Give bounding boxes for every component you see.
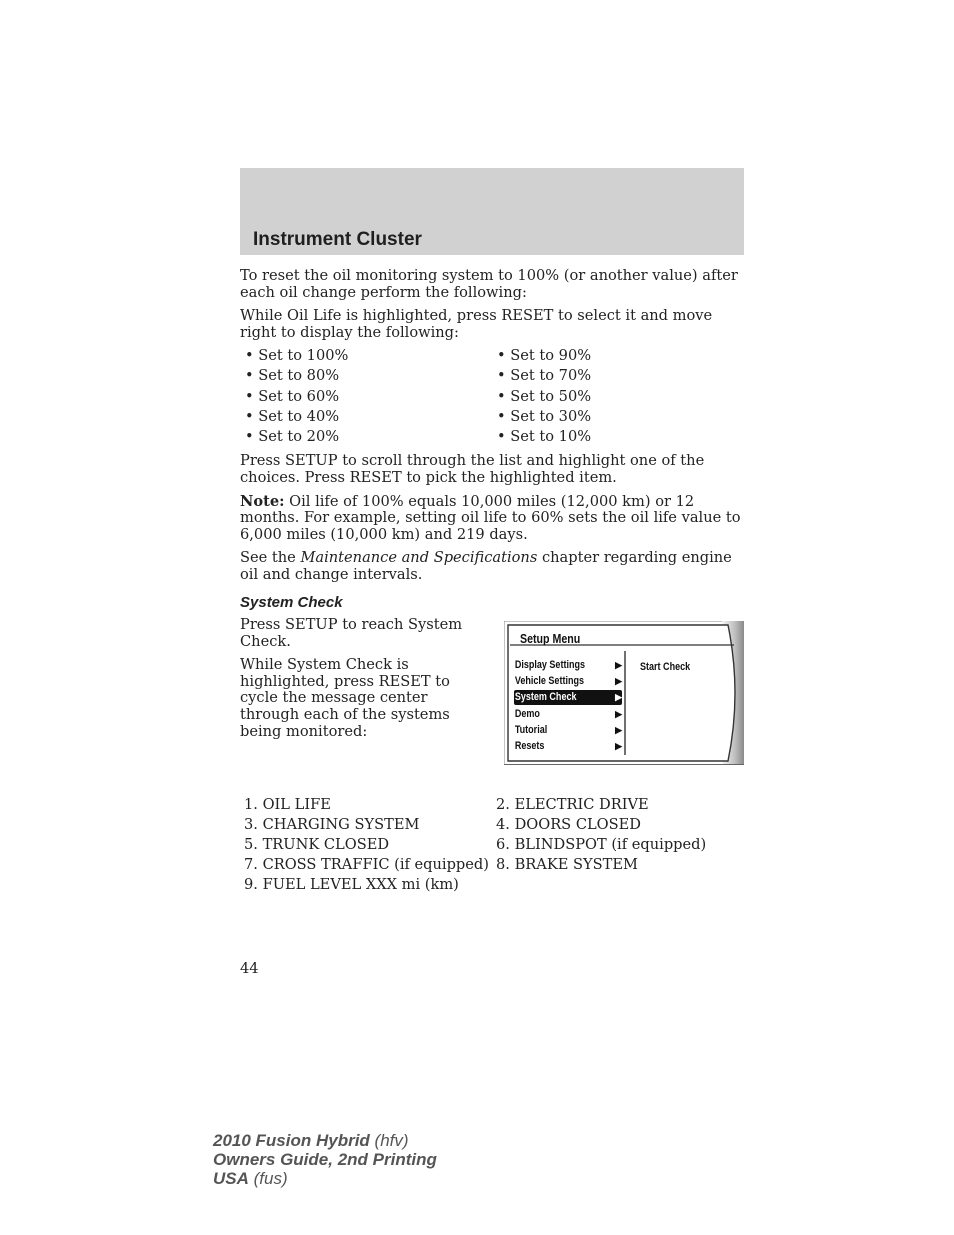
menu-item-tutorial bbox=[514, 723, 622, 738]
list-item: • Set to 100% bbox=[245, 348, 497, 365]
monitored-systems-list bbox=[244, 797, 744, 894]
list-item: • Set to 70% bbox=[497, 368, 749, 385]
chapter-reference: Maintenance and Specifications bbox=[300, 549, 538, 567]
see-suffix: chapter regarding engine oil and change intervals. bbox=[240, 549, 732, 583]
chevron-right-icon: ▶ bbox=[615, 741, 622, 752]
chevron-right-icon: ▶ bbox=[615, 676, 622, 687]
chevron-right-icon: ▶ bbox=[615, 725, 622, 736]
note-text: Oil life of 100% equals 10,000 miles (12,000 km) or 12 months. For example, setting oil life to 60% sets the oil life value to 6,000 miles (10,000 km) and 219 days. bbox=[240, 492, 741, 543]
footer-model-code: (hfv) bbox=[369, 1131, 409, 1150]
list-item: • Set to 20% bbox=[245, 429, 497, 446]
menu-item-label: Vehicle Settings bbox=[514, 675, 585, 688]
system-check-heading: System Check bbox=[240, 593, 343, 611]
menu-item-system-check bbox=[514, 690, 622, 705]
section-title: Instrument Cluster bbox=[253, 229, 422, 250]
see-chapter-paragraph bbox=[240, 550, 744, 583]
footer-line-1 bbox=[213, 1131, 437, 1150]
menu-item-resets bbox=[514, 739, 622, 754]
list-item: 9. FUEL LEVEL XXX mi (km) bbox=[244, 876, 459, 894]
screen-menu-title: Setup Menu bbox=[520, 632, 581, 647]
oil-life-paragraph: While Oil Life is highlighted, press RESET to select it and move right to display the following: bbox=[240, 307, 713, 341]
list-item: 5. TRUNK CLOSED bbox=[244, 836, 390, 854]
list-item: 6. BLINDSPOT (if equipped) bbox=[496, 836, 707, 854]
system-check-p2: While System Check is highlighted, press RESET to cycle the message center through each of the systems being monitored: bbox=[240, 656, 450, 740]
menu-item-label: Demo bbox=[514, 708, 540, 721]
list-item: 8. BRAKE SYSTEM bbox=[496, 856, 638, 874]
list-item: • Set to 60% bbox=[245, 389, 497, 406]
list-item: • Set to 10% bbox=[497, 429, 749, 446]
setup-menu-screen-illustration bbox=[504, 621, 744, 765]
footer-line-3 bbox=[213, 1169, 437, 1188]
system-check-p1: Press SETUP to reach System Check. bbox=[240, 616, 463, 650]
footer-market-code: (fus) bbox=[248, 1169, 288, 1188]
note-paragraph bbox=[240, 494, 744, 544]
menu-item-label: System Check bbox=[514, 691, 577, 704]
footer-line-2 bbox=[213, 1150, 437, 1169]
footer-market: USA bbox=[213, 1169, 249, 1188]
list-item: 2. ELECTRIC DRIVE bbox=[496, 796, 649, 814]
system-check-section bbox=[240, 617, 744, 797]
press-setup-paragraph: Press SETUP to scroll through the list and highlight one of the choices. Press RESET to pick the highlighted item. bbox=[240, 452, 705, 486]
list-item: • Set to 80% bbox=[245, 368, 497, 385]
menu-item-demo bbox=[514, 707, 622, 722]
list-item: • Set to 50% bbox=[497, 389, 749, 406]
page-number: 44 bbox=[240, 960, 259, 977]
list-item: 7. CROSS TRAFFIC (if equipped) bbox=[244, 856, 489, 874]
menu-item-label: Display Settings bbox=[514, 659, 585, 672]
menu-item-label: Resets bbox=[514, 740, 545, 753]
footer-model: 2010 Fusion Hybrid bbox=[213, 1131, 370, 1150]
menu-item-label: Tutorial bbox=[514, 724, 548, 737]
main-content bbox=[240, 268, 744, 894]
start-check-label: Start Check bbox=[640, 661, 691, 674]
list-item: • Set to 30% bbox=[497, 409, 749, 426]
list-item: 1. OIL LIFE bbox=[244, 796, 331, 814]
oil-options-list bbox=[245, 348, 744, 445]
footer bbox=[213, 1131, 437, 1188]
list-item: • Set to 40% bbox=[245, 409, 497, 426]
chevron-right-icon: ▶ bbox=[615, 660, 622, 671]
list-item: 4. DOORS CLOSED bbox=[496, 816, 641, 834]
reset-intro-paragraph: To reset the oil monitoring system to 100% (or another value) after each oil change perform the following: bbox=[240, 267, 738, 301]
list-item: • Set to 90% bbox=[497, 348, 749, 365]
menu-item-display-settings bbox=[514, 658, 622, 673]
list-item: 3. CHARGING SYSTEM bbox=[244, 816, 420, 834]
menu-item-vehicle-settings bbox=[514, 674, 622, 689]
system-check-text bbox=[240, 617, 488, 740]
chevron-right-icon: ▶ bbox=[615, 709, 622, 720]
footer-guide: Owners Guide, 2nd Printing bbox=[213, 1150, 437, 1169]
chevron-right-icon: ▶ bbox=[615, 692, 622, 703]
note-label: Note: bbox=[240, 492, 285, 510]
see-prefix: See the bbox=[240, 549, 301, 567]
header-band bbox=[240, 168, 744, 255]
